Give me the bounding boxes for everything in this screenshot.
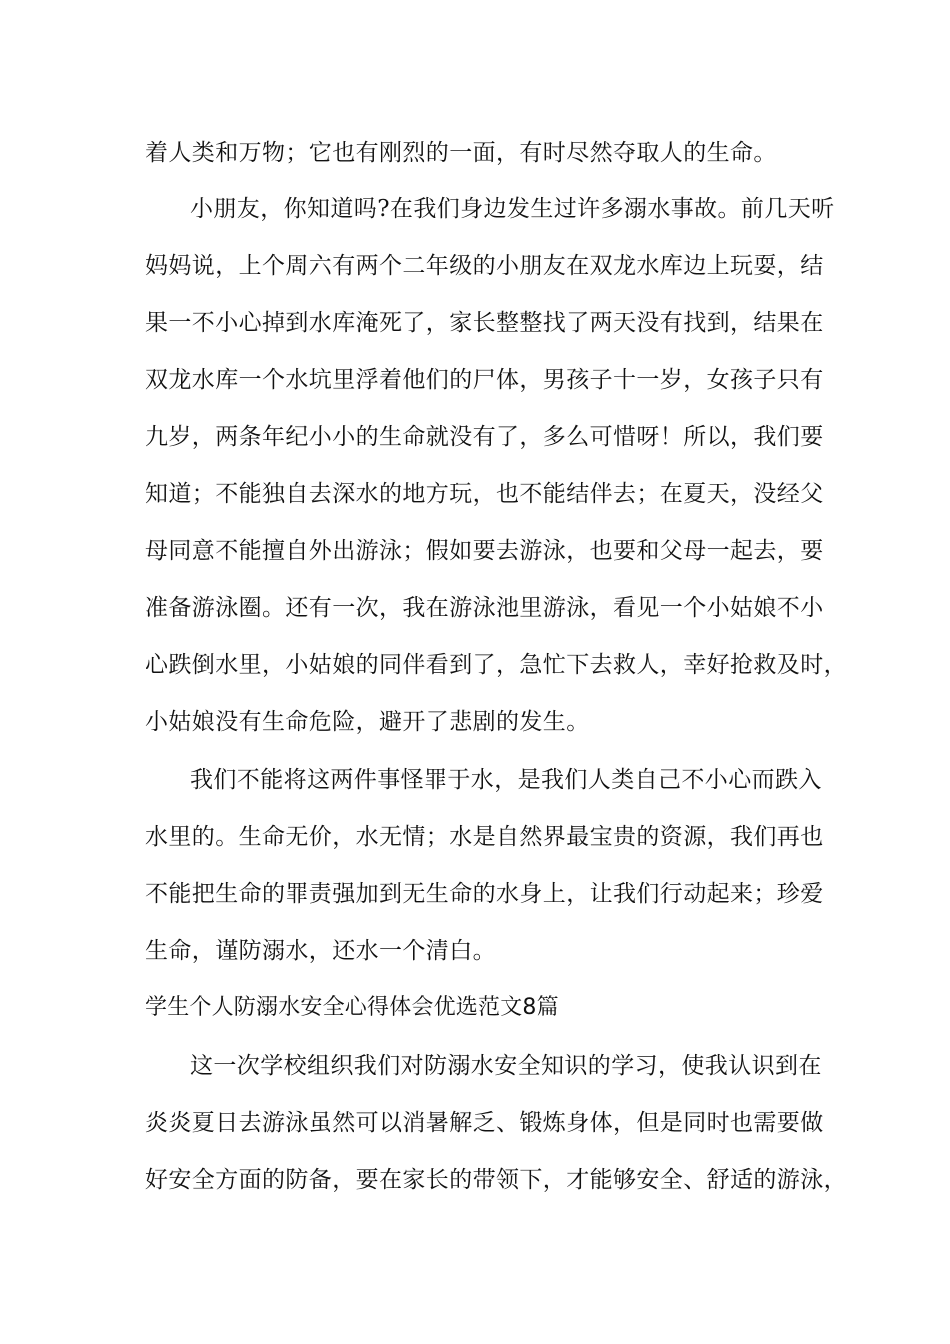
text-line: 准备游泳圈。还有一次，我在游泳池里游泳，看见一个小姑娘不小 (145, 595, 824, 621)
text-line: 心跌倒水里，小姑娘的同伴看到了，急忙下去救人，幸好抢救及时， (145, 652, 847, 678)
text-line: 着人类和万物；它也有刚烈的一面，有时尽然夺取人的生命。 (145, 140, 777, 166)
text-line: 小朋友，你知道吗?在我们身边发生过许多溺水事故。前几天听 (190, 196, 835, 222)
text-line: 小姑娘没有生命危险，避开了悲剧的发生。 (145, 709, 590, 735)
text-line: 水里的。生命无价，水无情；水是自然界最宝贵的资源，我们再也 (145, 824, 824, 850)
text-line: 果一不小心掉到水库淹死了，家长整整找了两天没有找到，结果在 (145, 310, 824, 336)
text-line: 炎炎夏日去游泳虽然可以消暑解乏、锻炼身体，但是同时也需要做 (145, 1110, 824, 1136)
section-heading: 学生个人防溺水安全心得体会优选范文8篇 (145, 995, 559, 1020)
text-line: 好安全方面的防备，要在家长的带领下，才能够安全、舒适的游泳， (145, 1167, 847, 1193)
text-line: 母同意不能擅自外出游泳；假如要去游泳，也要和父母一起去，要 (145, 538, 824, 564)
text-line: 知道；不能独自去深水的地方玩，也不能结伴去；在夏天，没经父 (145, 481, 824, 507)
text-line: 双龙水库一个水坑里浮着他们的尸体，男孩子十一岁，女孩子只有 (145, 367, 824, 393)
text-line: 妈妈说，上个周六有两个二年级的小朋友在双龙水库边上玩耍，结 (145, 253, 824, 279)
text-line: 我们不能将这两件事怪罪于水，是我们人类自己不小心而跌入 (190, 767, 822, 793)
text-line: 生命，谨防溺水，还水一个清白。 (145, 938, 496, 964)
text-line: 这一次学校组织我们对防溺水安全知识的学习，使我认识到在 (190, 1053, 822, 1079)
text-line: 不能把生命的罪责强加到无生命的水身上，让我们行动起来；珍爱 (145, 881, 824, 907)
text-line: 九岁，两条年纪小小的生命就没有了，多么可惜呀！所以，我们要 (145, 424, 824, 450)
